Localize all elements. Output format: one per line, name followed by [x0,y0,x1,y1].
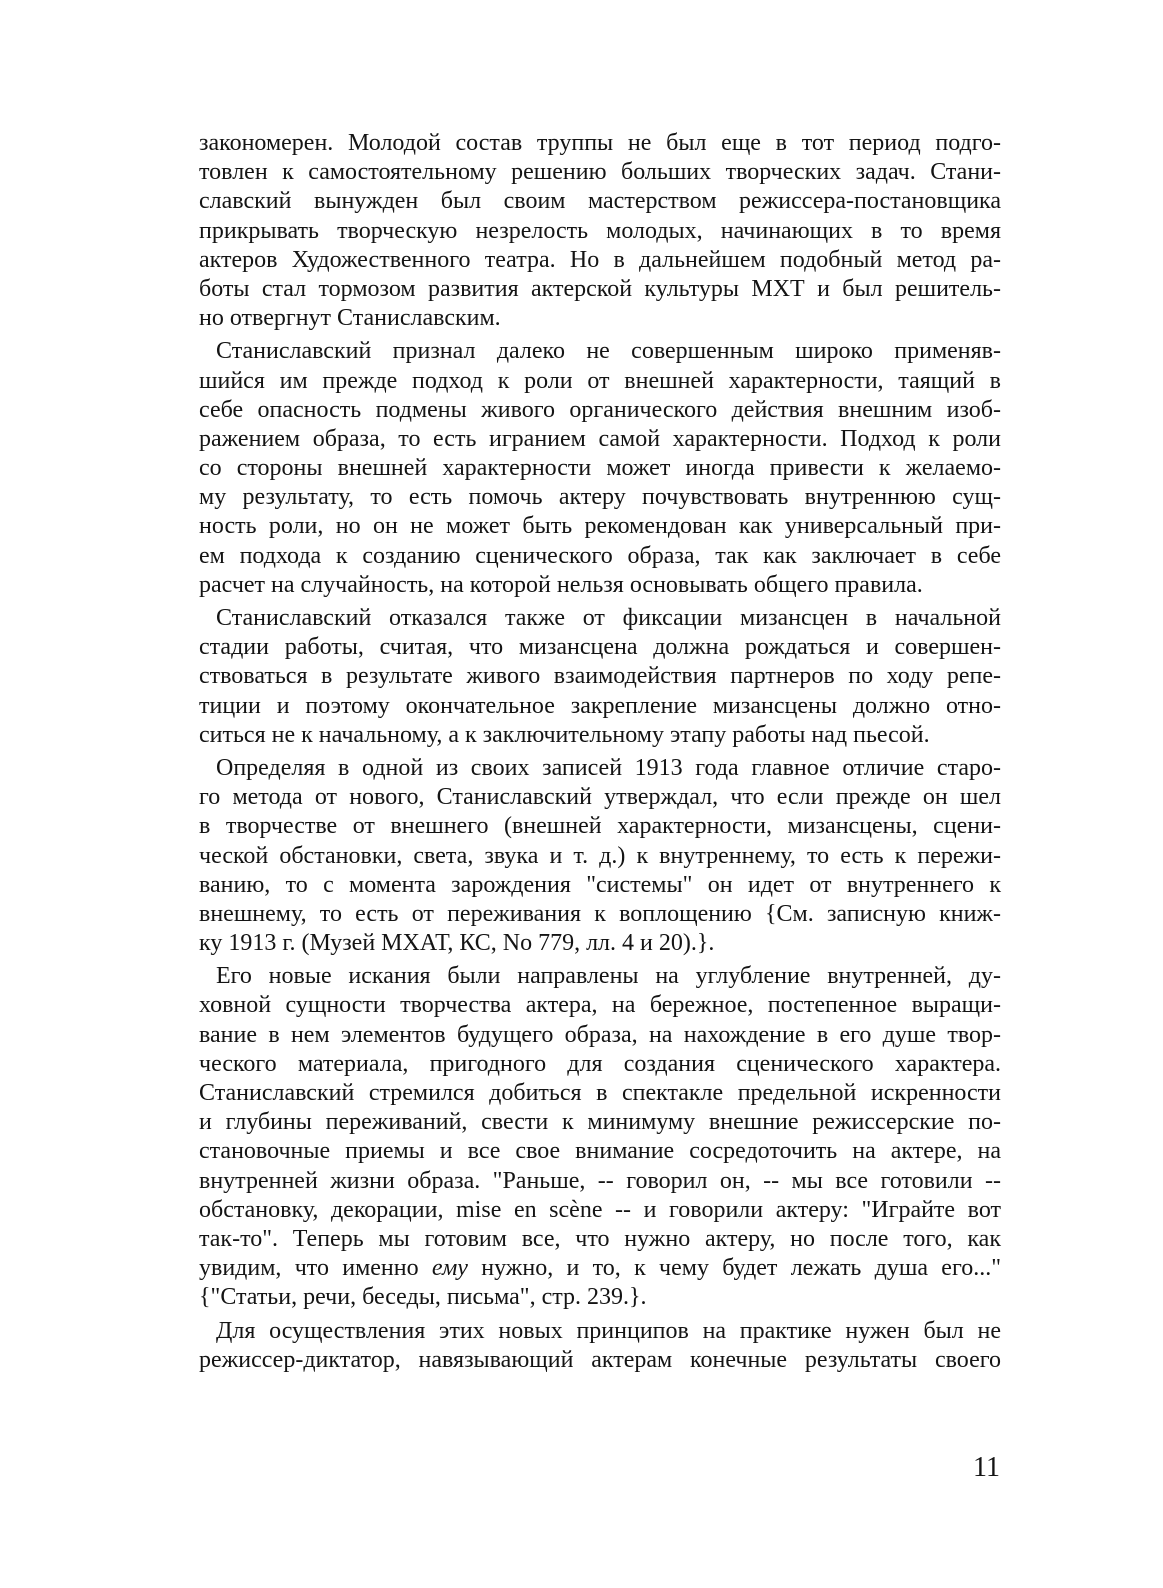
page-number: 11 [973,1452,1000,1483]
text-line: прикрывать творческую незрелость молодых, начинающих в то время [199,217,1001,244]
body-text [199,129,1001,1375]
text-line: в творчестве от внешнего (внешней характерности, мизансцены, сцени- [199,813,1001,840]
text-line: закономерен. Молодой состав труппы не был еще в тот период подго- [199,130,1001,156]
text-line: актеров Художественного театра. Но в дальнейшем подобный метод ра- [199,246,1001,273]
text-line: ситься не к начальному, а к заключительному этапу работы над пьесой. [199,721,930,748]
text-line: Определяя в одной из своих записей 1913 года главное отличие старо- [216,754,1001,781]
text-line: Станиславский признал далеко не совершенным широко применяв- [216,338,1001,365]
text-line: {"Статьи, речи, беседы, письма", стр. 239.}. [199,1284,647,1311]
text-line: славский вынужден был своим мастерством режиссера-постановщика [199,188,1001,215]
paragraph-4 [199,754,1001,958]
text-line: Станиславский стремился добиться в спектакле предельной искренности [199,1080,1001,1106]
text-line: стадии работы, считая, что мизансцена должна рождаться и совершен- [199,634,1001,661]
text-line: и глубины переживаний, свести к минимуму внешние режиссерские по- [199,1109,1001,1136]
text-line: режиссер-диктатор, навязывающий актерам конечные результаты своего [199,1346,1001,1373]
text-line: ем подхода к созданию сценического образа, так как заключает в себе [199,542,1001,569]
text-line: ку 1913 г. (Музей МХАТ, КС, No 779, лл. 4 и 20).}. [199,930,715,957]
italic-word: ему [431,1255,468,1282]
text-line: Для осуществления этих новых принципов на практике нужен был не [216,1317,1001,1344]
text-fragment: нужно, и то, к чему будет лежать душа его..." [467,1255,1002,1282]
paragraph-1 [199,129,1001,333]
text-line: ховной сущности творчества актера, на бережное, постепенное выращи- [199,992,1001,1019]
text-line: ражением образа, то есть игранием самой характерности. Подход к роли [199,425,1001,452]
paragraph-3 [199,604,1001,750]
paragraph-2 [199,337,1001,600]
text-line: так-то". Теперь мы готовим все, что нужно актеру, но после того, как [199,1225,1001,1252]
text-line: вание в нем элементов будущего образа, на нахождение в его душе твор- [199,1021,1001,1048]
text-line: ствоваться в результате живого взаимодействия партнеров по ходу репе- [199,663,1001,690]
text-line: но отвергнут Станиславским. [199,305,501,332]
text-line: ческого материала, пригодного для создания сценического характера. [199,1050,1001,1077]
text-line: обстановку, декорации, mise en scène -- и говорили актеру: "Играйте вот [199,1196,1001,1223]
paragraph-5 [199,962,1001,1312]
text-line: Станиславский отказался также от фиксации мизансцен в начальной [216,605,1001,631]
text-fragment: увидим, что именно [199,1255,432,1282]
text-line: му результату, то есть помочь актеру почувствовать внутреннюю сущ- [199,484,1001,511]
text-line: тиции и поэтому окончательное закрепление мизансцены должно отно- [199,692,1001,719]
text-line: товлен к самостоятельному решению больших творческих задач. Стани- [199,159,1001,186]
paragraph-6 [199,1317,1001,1375]
text-line: внутренней жизни образа. "Раньше, -- говорил он, -- мы все готовили -- [199,1167,1001,1194]
text-line: боты стал тормозом развития актерской культуры МХТ и был решитель- [199,275,1001,302]
text-line: становочные приемы и все свое внимание сосредоточить на актере, на [199,1138,1001,1165]
text-line: со стороны внешней характерности может иногда привести к желаемо- [199,455,1001,482]
text-line: внешнему, то есть от переживания к воплощению {См. записную книж- [199,900,1001,927]
text-line: ность роли, но он не может быть рекомендован как универсальный при- [199,513,1001,540]
text-line: ванию, то с момента зарождения "системы" он идет от внутреннего к [199,871,1001,898]
text-line-with-italic [199,1254,1001,1283]
text-line: Его новые искания были направлены на углубление внутренней, ду- [216,963,1001,990]
text-line: себе опасность подмены живого органического действия внешним изоб- [199,396,1001,423]
text-line: го метода от нового, Станиславский утверждал, что если прежде он шел [199,784,1001,811]
text-line: ческой обстановки, света, звука и т. д.) к внутреннему, то есть к пережи- [199,842,1001,869]
text-line: расчет на случайность, на которой нельзя основывать общего правила. [199,571,923,598]
text-line: шийся им прежде подход к роли от внешней характерности, таящий в [199,367,1001,394]
